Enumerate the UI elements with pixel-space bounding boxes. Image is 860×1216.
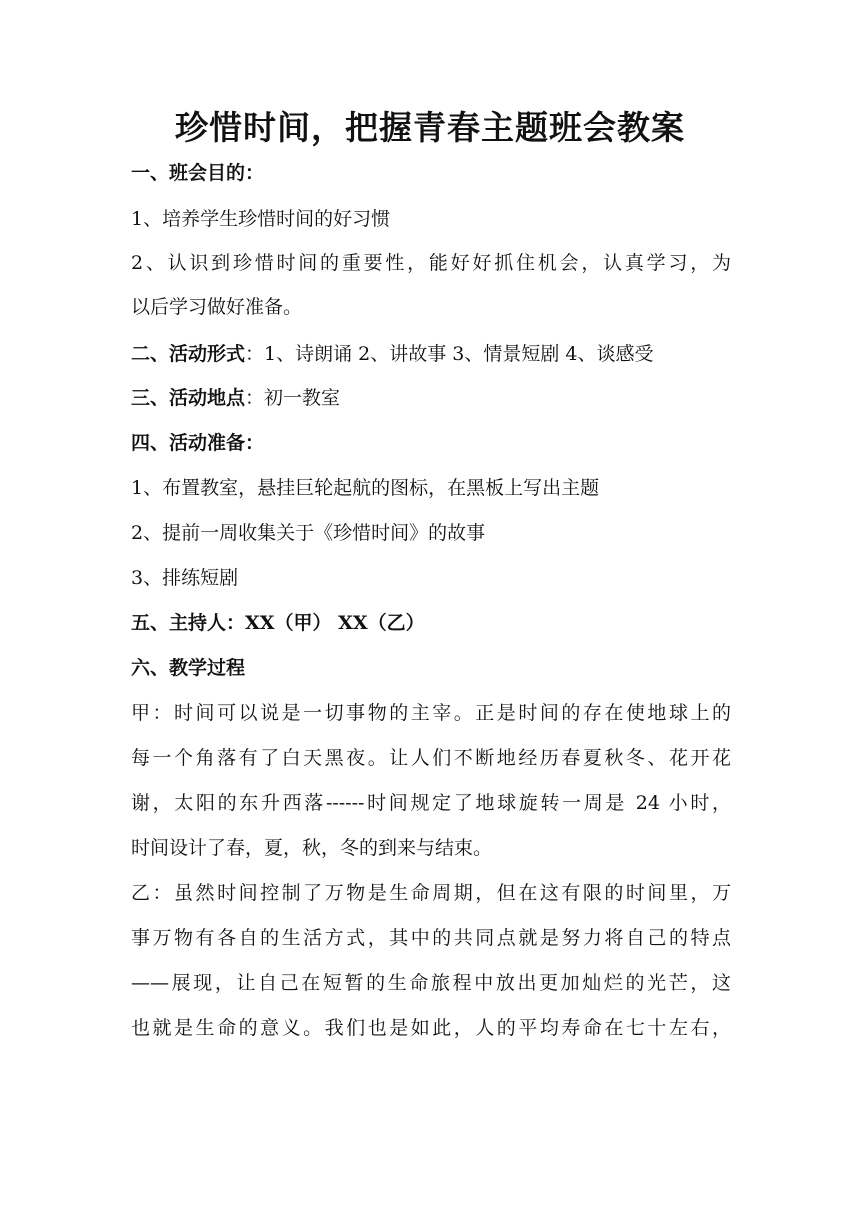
section-heading-activity-form: 二、活动形式 [131,343,246,365]
paragraph-2-line-1: 乙：虽然时间控制了万物是生命周期，但在这有限的时间里，万 [131,882,731,904]
section-heading-teaching-process: 六、教学过程 [131,657,246,679]
purpose-item-2-line-1: 2、认识到珍惜时间的重要性，能好好抓住机会，认真学习，为 [131,252,731,274]
paragraph-1-line-1: 甲：时间可以说是一切事物的主宰。正是时间的存在使地球上的 [131,702,731,724]
activity-form-content: ：1、诗朗诵 2、讲故事 3、情景短剧 4、谈感受 [245,343,654,365]
paragraph-1-line-4: 时间设计了春，夏，秋，冬的到来与结束。 [131,837,493,859]
section-heading-purpose: 一、班会目的： [131,162,265,184]
purpose-item-2-line-2: 以后学习做好准备。 [131,296,303,318]
section-heading-hosts: 五、主持人：XX（甲） XX（乙） [131,612,425,634]
paragraph-2-line-2: 事万物有各自的生活方式，其中的共同点就是努力将自己的特点 [131,927,731,949]
preparation-item-1: 1、布置教室，悬挂巨轮起航的图标，在黑板上写出主题 [131,477,600,499]
activity-location-content: ：初一教室 [245,387,341,409]
document-title: 珍惜时间，把握青春主题班会教案 [175,108,685,147]
activity-form-line [131,340,731,368]
paragraph-1-line-3: 谢，太阳的东升西落------时间规定了地球旋转一周是 24 小时， [131,792,731,814]
activity-location-line [131,384,731,412]
preparation-item-3: 3、排练短剧 [131,567,239,589]
paragraph-2-line-4: 也就是生命的意义。我们也是如此，人的平均寿命在七十左右， [131,1017,731,1039]
purpose-item-1: 1、培养学生珍惜时间的好习惯 [131,208,391,230]
section-heading-activity-location: 三、活动地点 [131,387,246,409]
preparation-item-2: 2、提前一周收集关于《珍惜时间》的故事 [131,522,486,544]
paragraph-2-line-3: ——展现，让自己在短暂的生命旅程中放出更加灿烂的光芒，这 [131,972,731,994]
paragraph-1-line-2: 每一个角落有了白天黑夜。让人们不断地经历春夏秋冬、花开花 [131,747,731,769]
section-heading-preparation: 四、活动准备： [131,432,265,454]
